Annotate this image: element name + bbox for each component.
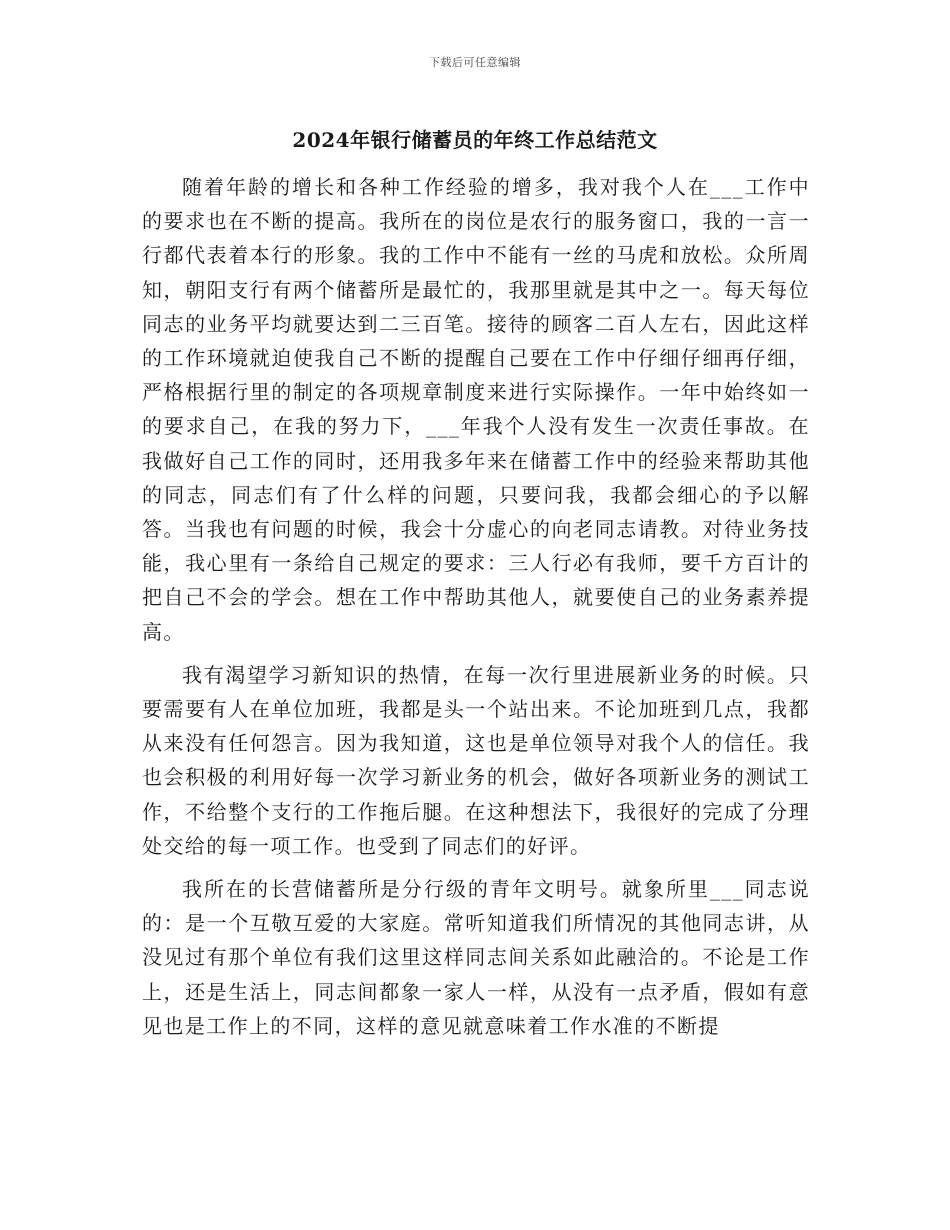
paragraph: 我有渴望学习新知识的热情，在每一次行里进展新业务的时候。只要需要有人在单位加班，我都是头一个站出来。不论加班到几点，我都从来没有任何怨言。因为我知道，这也是单位领导对我个人的信任。我也会积极的利用好每一次学习新业务的机会，做好各项新业务的测试工作，不给整个支行的工作拖后腿。在这种想法下，我很好的完成了分理处交给的每一项工作。也受到了同志们的好评。 [142,662,810,858]
document-title: 2024年银行储蓄员的年终工作总结范文 [292,128,658,152]
header-note: 下载后可任意编辑 [429,56,521,69]
paragraph: 随着年龄的增长和各种工作经验的增多，我对我个人在___工作中的要求也在不断的提高。我所在的岗位是农行的服务窗口，我的一言一行都代表着本行的形象。我的工作中不能有一丝的马虎和放松。众所周知，朝阳支行有两个储蓄所是最忙的，我那里就是其中之一。每天每位同志的业务平均就要达到二三百笔。接待的顾客二百人左右，因此这样的工作环境就迫使我自己不断的提醒自己要在工作中仔细仔细再仔细，严格根据行里的制定的各项规章制度来进行实际操作。一年中始终如一的要求自己，在我的努力下，___年我个人没有发生一次责任事故。在我做好自己工作的同时，还用我多年来在储蓄工作中的经验来帮助其他的同志，同志们有了什么样的问题，只要问我，我都会细心的予以解答。当我也有问题的时候，我会十分虚心的向老同志请教。对待业务技能，我心里有一条给自己规定的要求：三人行必有我师，要千方百计的把自己不会的学会。想在工作中帮助其他人，就要使自己的业务素养提高。 [142,175,810,644]
paragraph: 我所在的长营储蓄所是分行级的青年文明号。就象所里___同志说的：是一个互敬互爱的大家庭。常听知道我们所情况的其他同志讲，从没见过有那个单位有我们这里这样同志间关系如此融洽的。不论是工作上，还是生活上，同志间都象一家人一样，从没有一点矛盾，假如有意见也是工作上的不同，这样的意见就意味着工作水准的不断提 [142,877,810,1038]
document-body [142,170,810,1043]
